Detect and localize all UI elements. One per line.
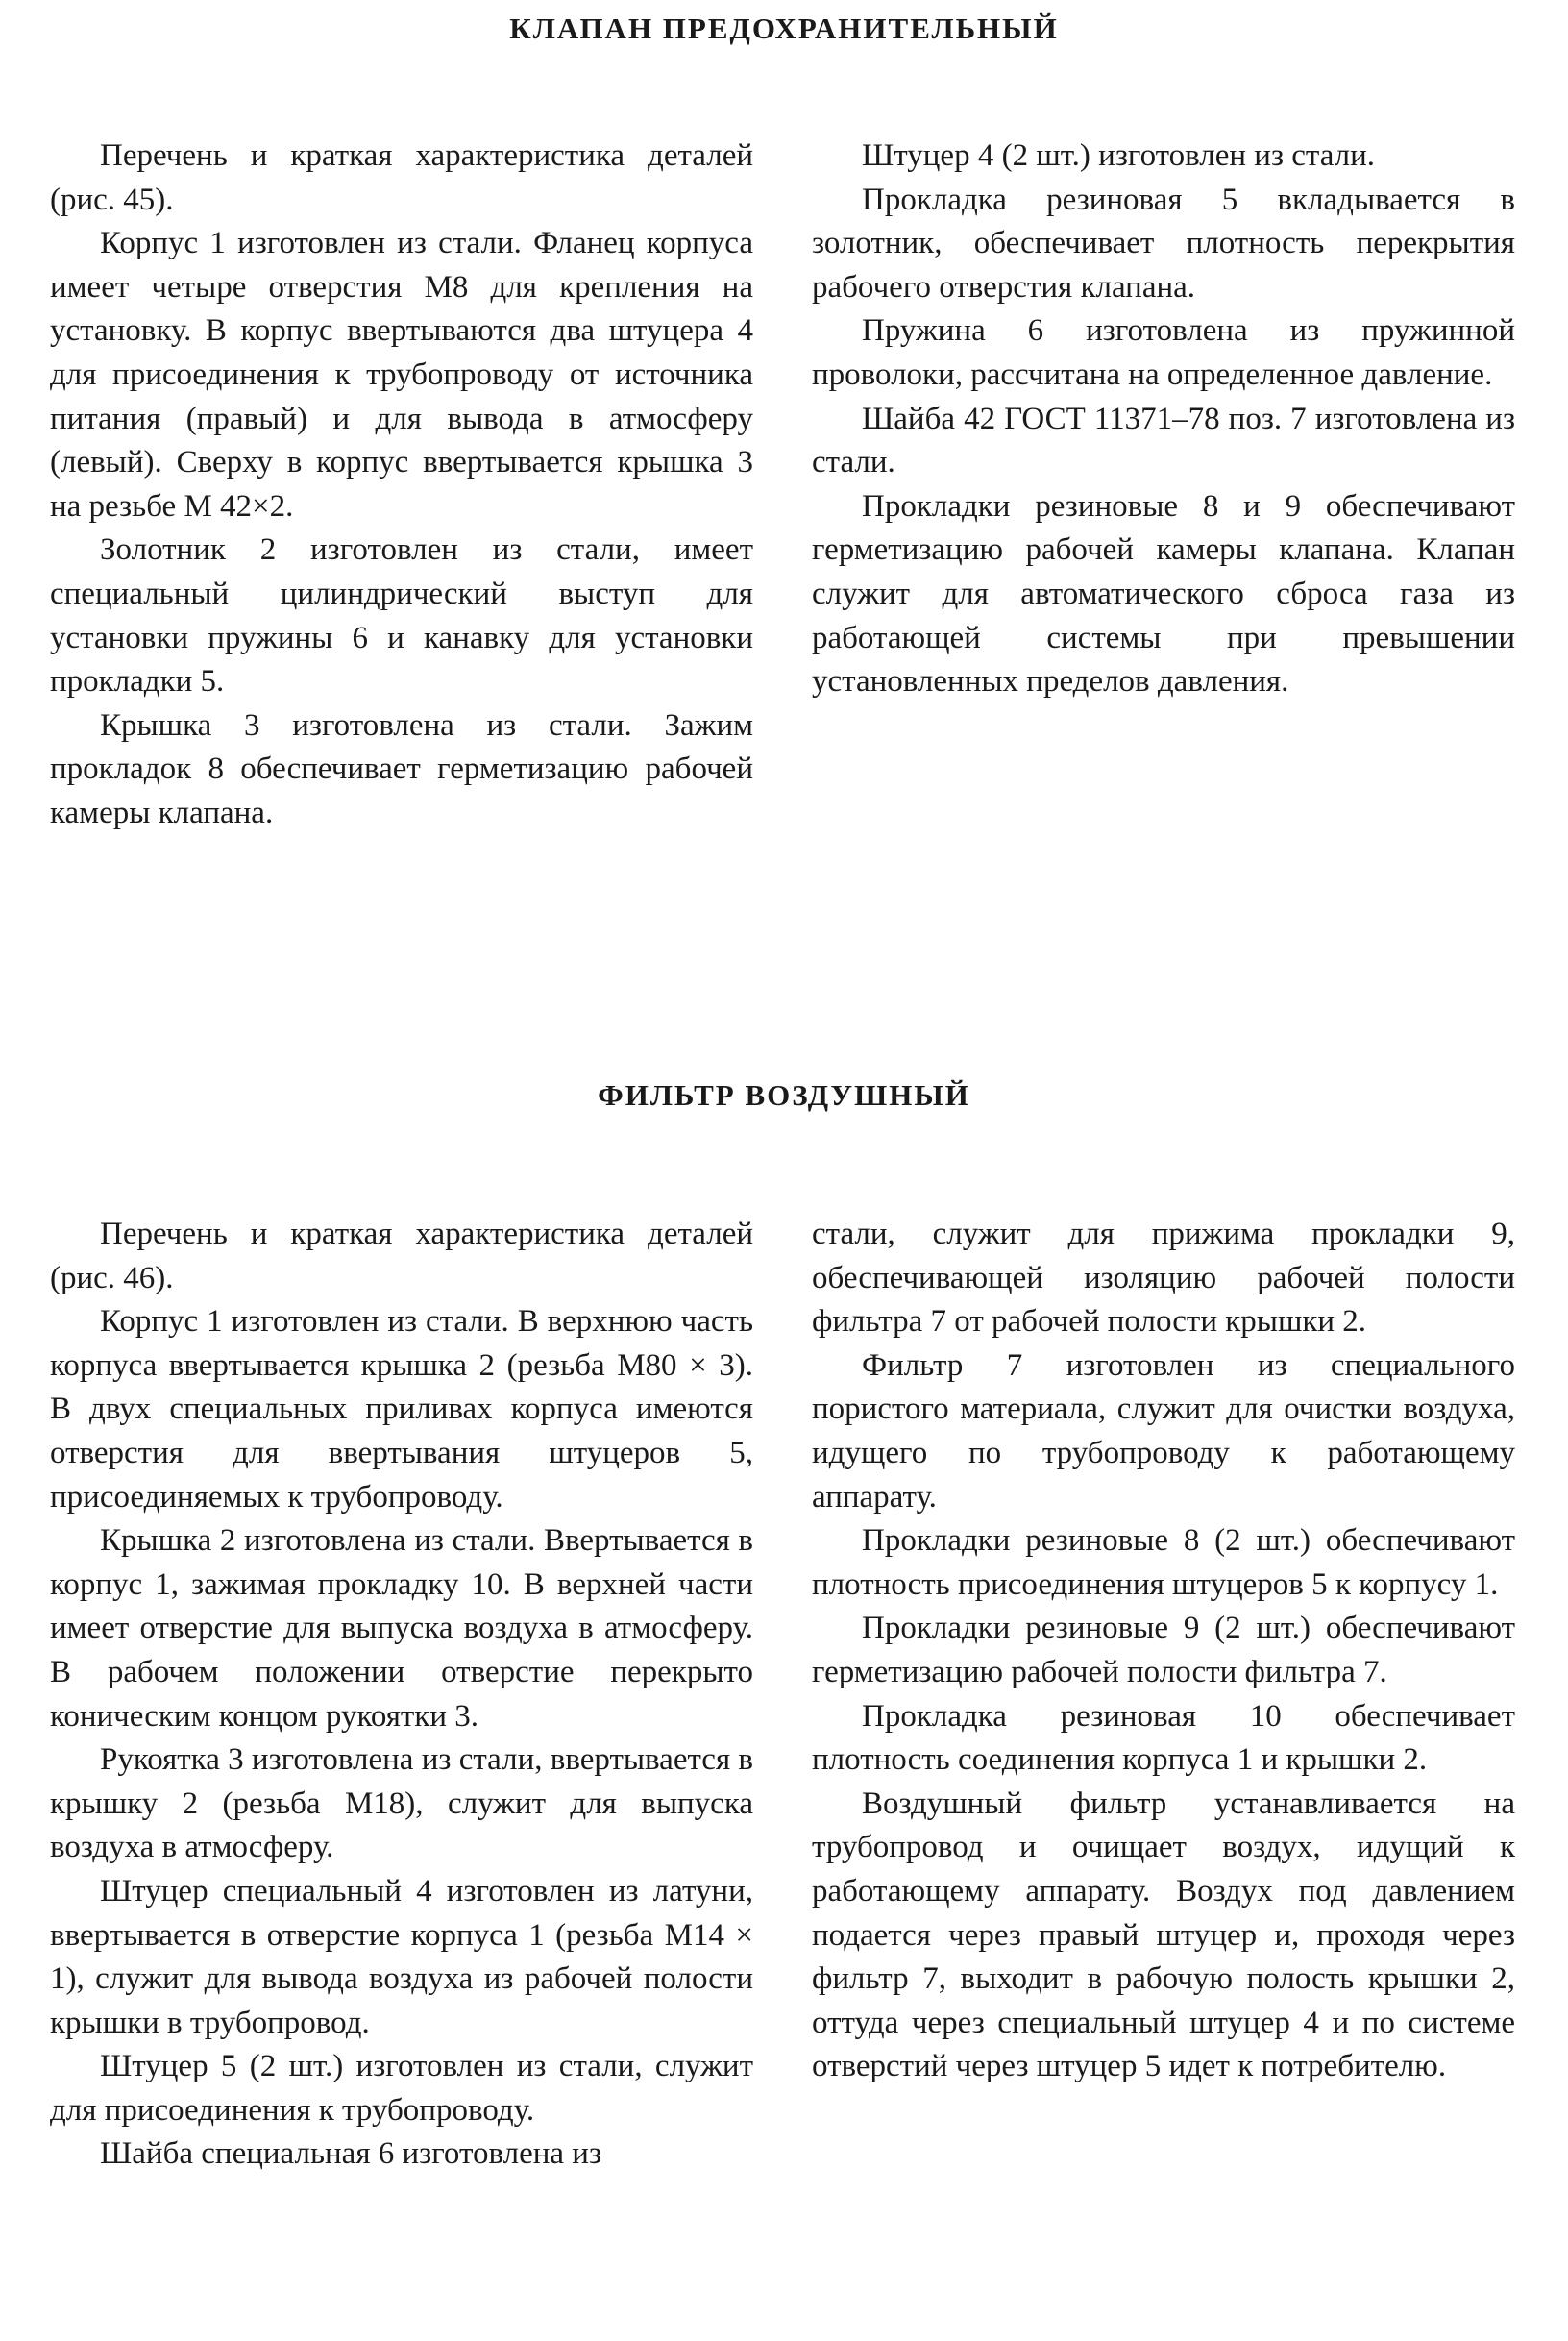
paragraph: Крышка 2 изготовлена из стали. Ввертывается в корпус 1, зажимая прокладку 10. В верхней части имеет отверстие для выпуска воздуха в атмосферу. В рабочем положении отверстие перекрыто коническим концом рукоятки 3. [50,1523,753,1734]
section2-right-column [812,1213,1515,2089]
section-title-safety-valve: КЛАПАН ПРЕДОХРАНИТЕЛЬНЫЙ [509,12,1059,45]
paragraph: Прокладки резиновые 9 (2 шт.) обеспечивают герметизацию рабочей полости фильтра 7. [812,1611,1515,1689]
paragraph: Воздушный фильтр устанавливается на трубопровод и очищает воздух, идущий к работающему аппарату. Воздух под давлением подается через правый штуцер и, проходя через фильтр 7, выходит в рабочую полость крышки 2, оттуда через специальный штуцер 4 и по системе отверстий через штуцер 5 идет к потребителю. [812,1786,1515,2084]
paragraph: Перечень и краткая характеристика деталей (рис. 46). [50,1217,753,1295]
paragraph: стали, служит для прижима прокладки 9, обеспечивающей изоляцию рабочей полости фильтра 7 от рабочей полости крышки 2. [812,1217,1515,1340]
paragraph: Перечень и краткая характеристика деталей (рис. 45). [50,138,753,217]
paragraph: Штуцер 5 (2 шт.) изготовлен из стали, служит для присоединения к трубопроводу. [50,2049,753,2128]
paragraph: Пружина 6 изготовлена из пружинной проволоки, рассчитана на определенное давление. [812,313,1515,392]
paragraph: Корпус 1 изготовлен из стали. В верхнюю часть корпуса ввертывается крышка 2 (резьба М80 × 3). В двух специальных приливах корпуса имеются отверстия для ввертывания штуцеров 5, присоединяемых к трубопроводу. [50,1304,753,1515]
paragraph: Прокладка резиновая 5 вкладывается в золотник, обеспечивает плотность перекрытия рабочего отверстия клапана. [812,182,1515,305]
paragraph: Крышка 3 изготовлена из стали. Зажим прокладок 8 обеспечивает герметизацию рабочей камеры клапана. [50,707,753,830]
paragraph: Шайба 42 ГОСТ 11371–78 поз. 7 изготовлена из стали. [812,401,1515,481]
paragraph: Корпус 1 изготовлен из стали. Фланец корпуса имеет четыре отверстия М8 для крепления на установку. В корпус ввертываются два штуцера 4 для присоединения к трубопроводу от источника питания (правый) и для вывода в атмосферу (левый). Сверху в корпус ввертывается крышка 3 на резьбе М 42×2. [50,226,753,524]
paragraph: Золотник 2 изготовлен из стали, имеет специальный цилиндрический выступ для установки пружины 6 и канавку для установки прокладки 5. [50,532,753,700]
paragraph: Рукоятка 3 изготовлена из стали, ввертывается в крышку 2 (резьба М18), служит для выпуска воздуха в атмосферу. [50,1742,753,1865]
paragraph: Штуцер 4 (2 шт.) изготовлен из стали. [862,138,1376,173]
paragraph: Прокладки резиновые 8 (2 шт.) обеспечивают плотность присоединения штуцеров 5 к корпусу 1. [812,1523,1515,1602]
paragraph: Прокладка резиновая 10 обеспечивает плотность соединения корпуса 1 и крышки 2. [812,1698,1515,1778]
paragraph: Штуцер специальный 4 изготовлен из латуни, ввертывается в отверстие корпуса 1 (резьба М14 × 1), служит для вывода воздуха из рабочей полости крышки в трубопровод. [50,1873,753,2040]
section1-right-column [812,135,1515,704]
paragraph: Прокладки резиновые 8 и 9 обеспечивают герметизацию рабочей камеры клапана. Клапан служит для автоматического сброса газа из работающей системы при превышении установленных пределов давления. [812,488,1515,700]
section2-left-column [50,1213,753,2177]
section1-left-column [50,135,753,836]
paragraph: Шайба специальная 6 изготовлена из [100,2136,601,2172]
section-title-air-filter: ФИЛЬТР ВОЗДУШНЫЙ [598,1078,970,1112]
paragraph: Фильтр 7 изготовлен из специального пористого материала, служит для очистки воздуха, идущего по трубопроводу к работающему аппарату. [812,1347,1515,1515]
